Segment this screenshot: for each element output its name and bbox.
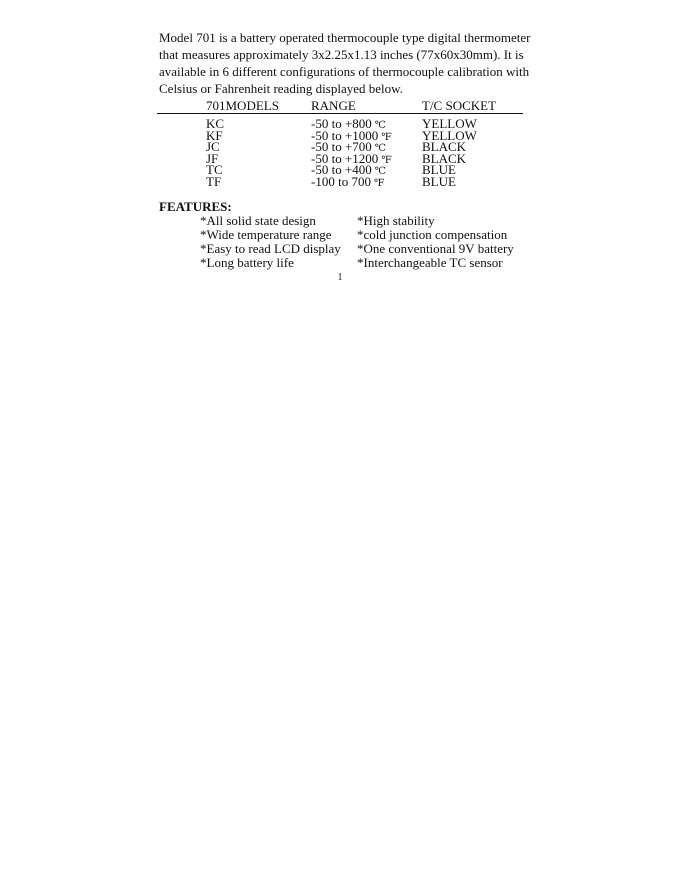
cell-socket: YELLOW [422, 127, 477, 143]
cell-model: KC [206, 116, 225, 131]
cell-socket: YELLOW [422, 116, 477, 131]
intro-line: Celsius or Fahrenheit reading displayed below. [159, 81, 403, 96]
table-row [157, 173, 523, 189]
range-value: -50 to +400 [311, 162, 372, 178]
feature-item: *Interchangeable TC sensor [357, 255, 503, 270]
header-models: 701MODELS [206, 98, 279, 113]
cell-socket: BLACK [422, 139, 467, 155]
cell-socket: BLACK [422, 150, 467, 166]
unit-symbol: ℉ [381, 131, 392, 143]
feature-item: *Easy to read LCD display [200, 241, 341, 256]
models-table [157, 99, 523, 188]
range-value: -50 to +1000 [311, 127, 379, 143]
cell-socket: BLUE [422, 173, 456, 189]
features-row [200, 214, 540, 228]
header-range: RANGE [311, 98, 356, 113]
cell-socket: BLUE [422, 162, 456, 178]
range-value: -50 to +1200 [311, 150, 379, 166]
range-value: -100 to 700 [311, 173, 371, 189]
cell-range [311, 173, 385, 190]
unit-symbol: ℉ [373, 177, 385, 189]
unit-symbol: ℃ [374, 120, 386, 131]
intro-line: Model 701 is a battery operated thermocouple type digital thermometer [159, 30, 531, 45]
cell-model: JF [206, 150, 219, 166]
features-list [200, 214, 540, 270]
table-body [157, 114, 523, 188]
header-socket: T/C SOCKET [422, 98, 497, 113]
feature-item: *All solid state design [200, 213, 316, 228]
intro-line: that measures approximately 3x2.25x1.13 inches (77x60x30mm). It is [159, 47, 524, 62]
feature-item: *cold junction compensation [357, 227, 508, 242]
cell-model: KF [206, 127, 223, 143]
unit-symbol: ℃ [374, 143, 386, 155]
feature-item: *One conventional 9V battery [357, 241, 514, 256]
intro-line: available in 6 different configurations of thermocouple calibration with [159, 64, 530, 79]
features-heading: FEATURES: [159, 199, 232, 214]
cell-model: JC [206, 139, 220, 155]
unit-symbol: ℃ [374, 166, 386, 178]
page-number: 1 [337, 272, 343, 283]
unit-symbol: ℉ [381, 154, 392, 166]
features-row [200, 242, 540, 256]
feature-item: *Wide temperature range [200, 227, 332, 242]
features-row [200, 256, 540, 270]
cell-model: TC [206, 162, 223, 178]
cell-model: TF [206, 173, 222, 189]
table-header [157, 99, 523, 114]
range-value: -50 to +800 [311, 116, 372, 131]
feature-item: *High stability [357, 213, 435, 228]
range-value: -50 to +700 [311, 139, 372, 155]
features-row [200, 228, 540, 242]
feature-item: *Long battery life [200, 255, 294, 270]
intro-paragraph [159, 29, 531, 97]
